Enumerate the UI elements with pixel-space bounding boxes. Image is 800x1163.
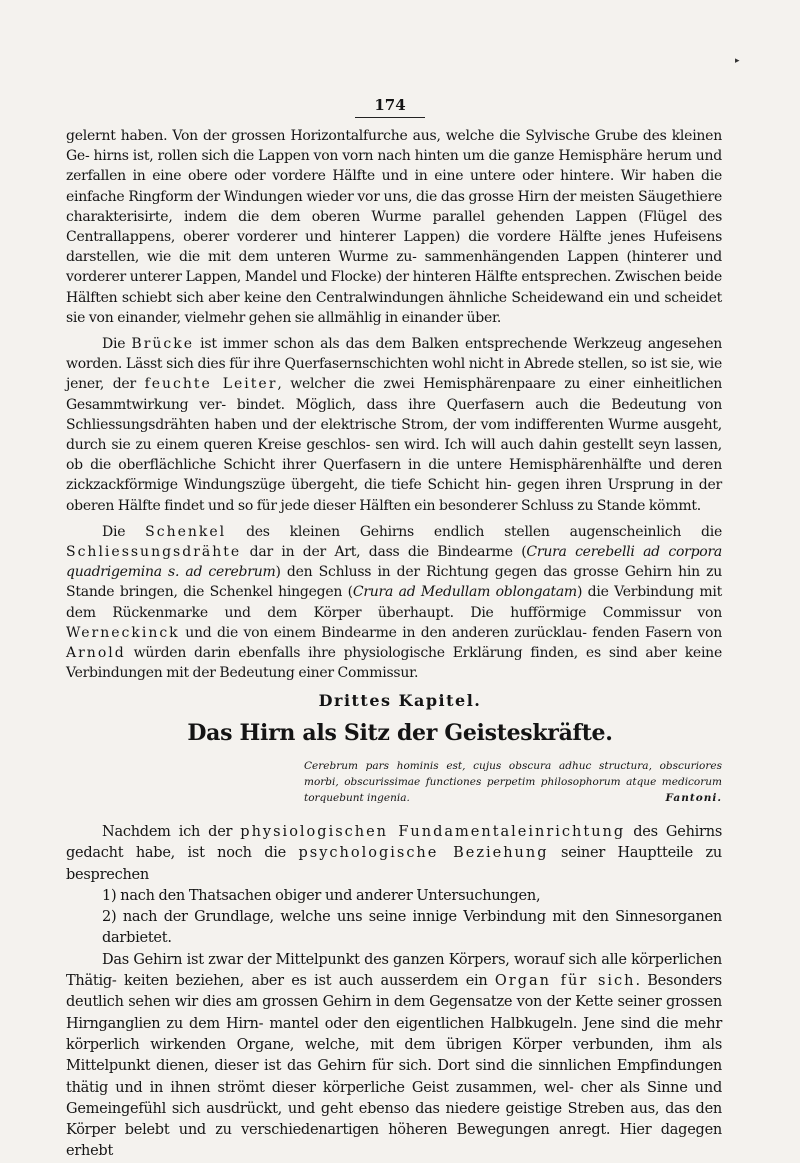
text-run: des kleinen Gehirns endlich stellen augenscheinlich die bbox=[226, 523, 723, 540]
text-run: hufförmige Commissur von bbox=[510, 604, 723, 621]
text-run: Schluss in der Richtung gegen das grosse Gehirn hin zu Stande bringen, die Schenkel hingegen ( bbox=[66, 564, 722, 601]
spaced-term: Brücke bbox=[131, 336, 195, 353]
paragraph-continued bbox=[66, 126, 722, 328]
motto-author: Fantoni. bbox=[665, 792, 722, 804]
text-run: keiten beziehen, aber es ist auch ausserdem ein bbox=[123, 973, 495, 990]
text-run: Nachdem ich der bbox=[102, 824, 241, 840]
paragraph-intro bbox=[66, 822, 722, 886]
text-run: gegen ihren Ursprung in der oberen Hälfte findet und so für jede dieser Hälften ein besonderer Schluss bbox=[66, 477, 723, 514]
section-2 bbox=[66, 822, 722, 1163]
text-run: cher als Sinne und Gemeingefühl sich ausdrückt, und geht ebenso das niedere geistige Streben aus, bbox=[66, 1079, 722, 1117]
text-run: mantel oder den eigentlichen Halbkugeln. Jene sind die mehr körperlich wirkenden Organe, welche, bbox=[66, 1015, 723, 1053]
spaced-term: physiologischen Fundamentaleinrichtung bbox=[240, 824, 626, 840]
text-run: sen wird. Ich will auch dahin gestellt seyn lassen, ob die oberflächliche Schicht ihrer Querfasern in bbox=[66, 437, 723, 474]
text-run: ) den bbox=[275, 564, 313, 581]
text-run: sind die sinnlichen Empfindungen thätig und in ihnen strömt dieser körperliche Geist zusammen, wel- bbox=[66, 1058, 722, 1096]
spaced-term: psychologische Beziehung bbox=[298, 845, 549, 862]
text-line: Scheidewand ein und scheidet sie von einander, vielmehr gehen sie allmählig in einander über. bbox=[66, 289, 722, 326]
text-line: gelernt haben. Von der grossen Horizontalfurche aus, welche die Sylvische Grube des kleinen Ge- bbox=[66, 128, 722, 165]
text-run: zu Stande kömmt. bbox=[577, 497, 701, 514]
text-run: ist immer schon als das dem Balken entsprechende Werkzeug angesehen worden. bbox=[66, 336, 722, 373]
text-line: hinterer Lappen) die vordere Hälfte jenes Hufeisens darstellen, wie die mit dem unteren Wurme zu- bbox=[66, 229, 723, 266]
text-run: die untere Hemisphärenhälfte und deren zickzackförmige Windungszüge übergeht, die tiefe Schicht hin- bbox=[66, 457, 722, 494]
chapter-label: Drittes Kapitel. bbox=[318, 691, 482, 710]
text-run: würden darin ebenfalls ihre physiologische Erklärung finden, es sind aber bbox=[125, 645, 677, 662]
text-run: . Besonders deutlich sehen wir bbox=[66, 973, 722, 1011]
text-line: hirns ist, rollen sich die Lappen von vorn nach hinten um die ganze Hemisphäre herum und zerfallen bbox=[66, 148, 723, 185]
text-run: des Gehirns gedacht habe, ist noch bbox=[66, 824, 723, 862]
spaced-name: Arnold bbox=[66, 645, 126, 662]
paragraph-schenkel bbox=[66, 522, 722, 684]
text-run: Die bbox=[102, 336, 132, 353]
text-run: seiner Hauptteile zu besprechen bbox=[66, 845, 722, 883]
spaced-term: Schliessungsdrähte bbox=[66, 544, 242, 561]
text-line: sammenhängenden Lappen (hinterer und vorderer unterer Lappen, Mandel und Flocke) der hinteren bbox=[66, 249, 723, 286]
text-run: bindet. Möglich, dass ihre Querfasern auch die Bedeutung von Schliessungsdrähten haben und der bbox=[66, 396, 722, 433]
text-run: keine Verbindungen mit der Bedeutung einer Commissur. bbox=[66, 645, 722, 682]
text-line: der Windungen wieder vor uns, die das grosse Hirn der meisten Säugethiere charakterisirte, indem bbox=[66, 188, 722, 225]
latin-term: ad Medullam oblongatam bbox=[398, 584, 577, 601]
text-run: Das Gehirn ist zwar der Mittelpunkt des ganzen Körpers, worauf sich alle körperlichen Thätig- bbox=[66, 951, 722, 990]
text-run: Die bbox=[102, 523, 146, 540]
list-item: 1) nach den Thatsachen obiger und anderer Untersuchungen, bbox=[102, 887, 541, 904]
spaced-term: Organ für sich bbox=[494, 973, 636, 990]
text-run: , welcher die zwei Hemisphärenpaare zu einer einheitlichen Gesammtwirkung ver- bbox=[66, 376, 722, 413]
text-line: Hälfte entsprechen. Zwischen beide Hälften schiebt sich aber keine den Centralwindungen ähnliche bbox=[66, 269, 722, 306]
text-run: mit dem übrigen Körper verbunden, ihm als Mittelpunkt dienen, dieser ist das Gehirn für sich. Dort bbox=[66, 1036, 723, 1075]
section-1 bbox=[66, 126, 722, 683]
text-run: elektrische Strom, der vom indifferenten Wurme ausgeht, durch sie zu einem queren Kreise geschlos- bbox=[66, 416, 722, 454]
text-run: dies am grossen Gehirn in dem Gegensatze von der Kette seiner grossen Hirnganglien zu dem Hirn- bbox=[66, 994, 722, 1032]
text-line: die dem oberen Wurme parallel gehenden Lappen (Flügel des Centrallappens, oberer vorderer und bbox=[66, 208, 722, 246]
latin-term: Crura bbox=[352, 584, 394, 601]
text-run: fenden Fasern von bbox=[592, 624, 722, 641]
spaced-name: Werneckinck bbox=[66, 624, 180, 641]
text-run: und die von einem Bindearme in den anderen zurücklau- bbox=[179, 624, 587, 641]
corner-mark: ▸ bbox=[735, 56, 740, 66]
paragraph-bruecke bbox=[66, 334, 722, 516]
motto-text: Cerebrum pars hominis est, cujus obscura adhuc structura, obscuriores morbi, obscurissimae functiones perpetim philosophorum atque medicorum torquebunt ingenia. bbox=[304, 760, 722, 804]
page-number: 174 bbox=[355, 96, 425, 118]
paragraph-gehirn bbox=[66, 950, 722, 1163]
text-run: dar in der Art, dass die Bindearme ( bbox=[249, 544, 527, 561]
text-run: ) die Verbindung mit dem Rückenmarke und dem Körper überhaupt. Die bbox=[66, 584, 722, 621]
text-run: das den Körper belebt und zu verschiedenartigen höheren Bewegungen anregt. Hier dagegen erhebt bbox=[66, 1100, 722, 1160]
chapter-title: Das Hirn als Sitz der Geisteskräfte. bbox=[187, 720, 613, 746]
spaced-term: Schenkel bbox=[145, 523, 227, 540]
spaced-term: feuchte Leiter bbox=[144, 376, 278, 393]
list-item: 2) nach der Grundlage, welche uns seine innige Verbindung mit den Sinnesorganen darbietet. bbox=[102, 909, 722, 947]
chapter-motto bbox=[304, 758, 722, 806]
text-line: in eine obere oder vordere Hälfte und in eine untere oder hintere. Wir haben die einfache Ringform bbox=[66, 168, 722, 205]
text-run: die bbox=[264, 845, 299, 862]
text-run: Lässt sich dies für ihre Querfasernschichten wohl nicht in Abrede stellen, so ist sie, wie jener, der bbox=[66, 356, 722, 393]
latin-term: Crura cerebelli ad corpora quadrigemina s. ad cerebrum bbox=[66, 544, 722, 581]
